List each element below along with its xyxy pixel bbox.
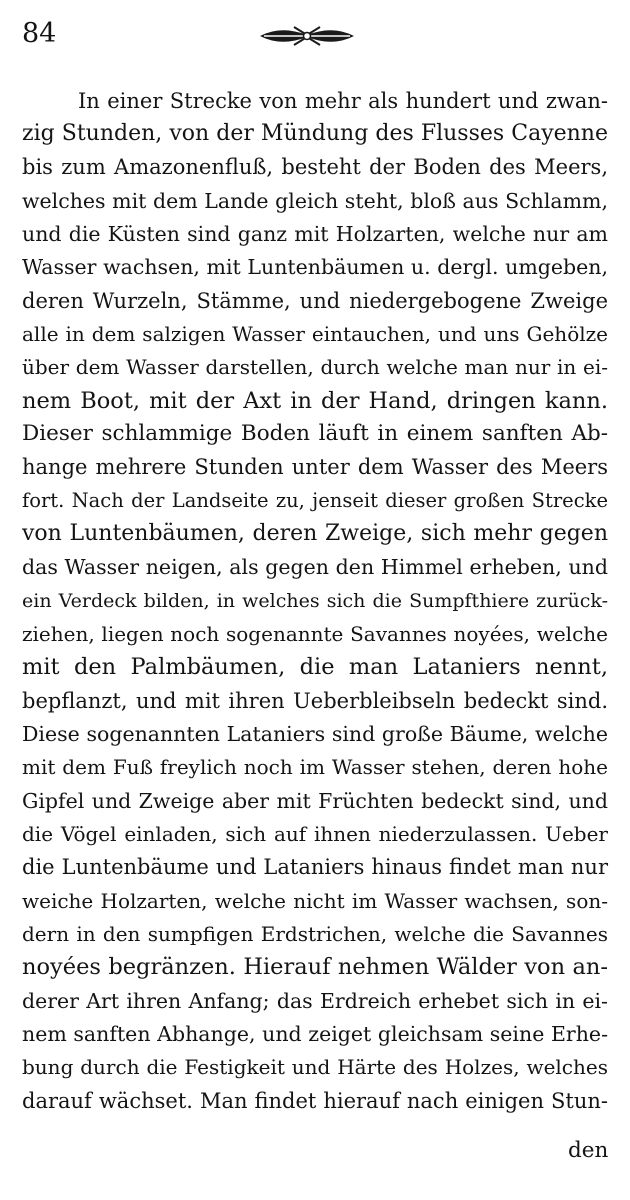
text-line-12: hange mehrere Stunden unter dem Wasser des Meers	[22, 455, 608, 479]
text-line-24: die Luntenbäume und Lataniers hinaus findet man nur	[22, 855, 608, 879]
text-line-31: darauf wächset. Man findet hierauf nach einigen Stun-	[22, 1089, 608, 1113]
text-line-16: ein Verdeck bilden, in welches sich die Sumpfthiere zurück-	[22, 590, 608, 612]
text-line-7: deren Wurzeln, Stämme, und niedergebogene Zweige	[22, 289, 608, 313]
text-line-26: dern in den sumpfigen Erdstrichen, welche die Savannes	[22, 922, 608, 946]
text-line-11: Dieser schlammige Boden läuft in einem sanften Ab-	[22, 421, 608, 446]
text-line-29: nem sanften Abhange, und zeiget gleichsam seine Erhe-	[22, 1022, 608, 1046]
text-line-28: derer Art ihren Anfang; das Erdreich erhebet sich in ei-	[22, 989, 608, 1013]
text-line-30: bung durch die Festigkeit und Härte des Holzes, welches	[22, 1055, 608, 1079]
text-line-5: und die Küsten sind ganz mit Holzarten, welche nur am	[22, 222, 608, 246]
text-line-21: mit dem Fuß freylich noch im Wasser stehen, deren hohe	[22, 755, 608, 779]
page-number: 84	[22, 18, 57, 49]
text-line-23: die Vögel einladen, sich auf ihnen niederzulassen. Ueber	[22, 822, 608, 846]
text-line-27: noyées begränzen. Hierauf nehmen Wälder von an-	[22, 954, 608, 980]
text-line-19: bepflanzt, und mit ihren Ueberbleibseln bedeckt sind.	[22, 689, 608, 713]
text-line-20: Diese sogenannten Lataniers sind große Bäume, welche	[22, 722, 608, 746]
text-line-13: fort. Nach der Landseite zu, jenseit dieser großen Strecke	[22, 489, 608, 512]
text-line-3: bis zum Amazonenfluß, besteht der Boden des Meers,	[22, 155, 608, 179]
text-line-14: von Luntenbäumen, deren Zweige, sich mehr gegen	[22, 521, 608, 546]
catchword: den	[568, 1138, 609, 1163]
text-line-25: weiche Holzarten, welche nicht im Wasser wachsen, son-	[22, 889, 608, 913]
text-line-1: In einer Strecke von mehr als hundert und zwan-	[78, 89, 608, 113]
text-line-8: alle in dem salzigen Wasser eintauchen, und uns Gehölze	[22, 322, 608, 346]
text-line-17: ziehen, liegen noch sogenannte Savannes noyées, welche	[22, 622, 608, 646]
text-line-2: zig Stunden, von der Mündung des Flusses Cayenne	[22, 121, 608, 146]
text-line-6: Wasser wachsen, mit Luntenbäumen u. dergl. umgeben,	[22, 255, 608, 279]
text-line-9: über dem Wasser darstellen, durch welche man nur in ei-	[22, 355, 608, 379]
text-line-4: welches mit dem Lande gleich steht, bloß aus Schlamm,	[22, 189, 608, 213]
decorative-tailpiece-ornament-icon	[256, 22, 358, 50]
text-line-10: nem Boot, mit der Axt in der Hand, dringen kann.	[22, 388, 608, 414]
text-line-15: das Wasser neigen, als gegen den Himmel erheben, und	[22, 555, 608, 579]
text-line-18: mit den Palmbäumen, die man Lataniers nennt,	[22, 654, 608, 680]
text-line-22: Gipfel und Zweige aber mit Früchten bedeckt sind, und	[22, 789, 608, 813]
